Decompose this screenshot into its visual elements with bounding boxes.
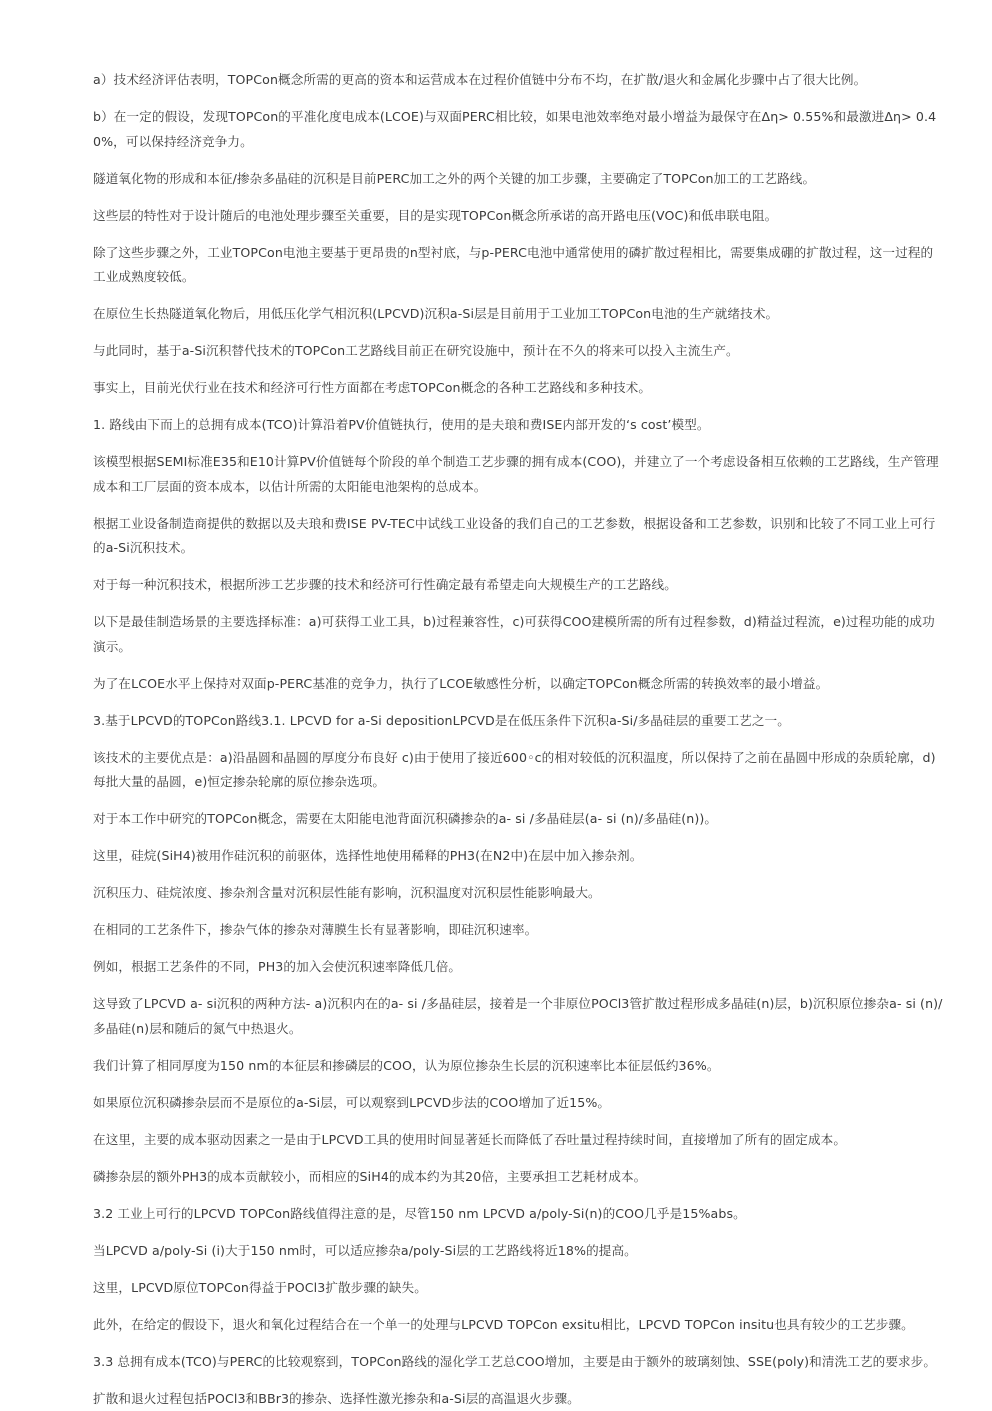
paragraph-n-type-substrate: 除了这些步骤之外，工业TOPCon电池主要基于更昂贵的n型衬底，与p-PERC电池中通常使用的磷扩散过程相比，需要集成硼的扩散过程，这一过程的工业成熟度较低。	[93, 241, 944, 290]
paragraph-ph3-rate: 例如，根据工艺条件的不同，PH3的加入会使沉积速率降低几倍。	[93, 955, 944, 980]
paragraph-alternative-routes: 与此同时，基于a-Si沉积替代技术的TOPCon工艺路线目前正在研究设施中，预计在不久的将来可以投入主流生产。	[93, 339, 944, 364]
paragraph-tunnel-oxide: 隧道氧化物的形成和本征/掺杂多晶硅的沉积是目前PERC加工之外的两个关键的加工步骤，主要确定了TOPCon加工的工艺路线。	[93, 167, 944, 192]
paragraph-section-3-lpcvd: 3.基于LPCVD的TOPCon路线3.1. LPCVD for a-Si depositionLPCVD是在低压条件下沉积a-Si/多晶硅层的重要工艺之一。	[93, 709, 944, 734]
paragraph-a-techno-economic: a）技术经济评估表明，TOPCon概念所需的更高的资本和运营成本在过程价值链中分布不均，在扩散/退火和金属化步骤中占了很大比例。	[93, 68, 944, 93]
paragraph-lpcvd-150nm: 当LPCVD a/poly-Si (i)大于150 nm时，可以适应掺杂a/poly-Si层的工艺路线将近18%的提高。	[93, 1239, 944, 1264]
paragraph-insitu-steps: 此外，在给定的假设下，退火和氧化过程结合在一个单一的处理与LPCVD TOPCon exsitu相比，LPCVD TOPCon insitu也具有较少的工艺步骤。	[93, 1313, 944, 1338]
paragraph-semi-model: 该模型根据SEMI标准E35和E10计算PV价值链每个阶段的单个制造工艺步骤的拥有成本(COO)，并建立了一个考虑设备相互依赖的工艺路线，生产管理成本和工厂层面的资本成本，以估计所需的太阳能电池架构的总成本。	[93, 450, 944, 499]
paragraph-deposition-parameters: 沉积压力、硅烷浓度、掺杂剂含量对沉积层性能有影响，沉积温度对沉积层性能影响最大。	[93, 881, 944, 906]
paragraph-coo-increase: 如果原位沉积磷掺杂层而不是原位的a-Si层，可以观察到LPCVD步法的COO增加了近15%。	[93, 1091, 944, 1116]
paragraph-lcoe-sensitivity: 为了在LCOE水平上保持对双面p-PERC基准的竞争力，执行了LCOE敏感性分析，以确定TOPCon概念所需的转换效率的最小增益。	[93, 672, 944, 697]
paragraph-lpcvd-advantages: 该技术的主要优点是：a)沿晶圆和晶圆的厚度分布良好 c)由于使用了接近600◦c的相对较低的沉积温度，所以保持了之前在晶圆中形成的杂质轮廓，d)每批大量的晶圆，e)恒定掺杂轮廓的原位掺杂选项。	[93, 746, 944, 795]
paragraph-cost-driver: 在这里，主要的成本驱动因素之一是由于LPCVD工具的使用时间显著延长而降低了吞吐量过程持续时间，直接增加了所有的固定成本。	[93, 1128, 944, 1153]
paragraph-diffusion-anneal: 扩散和退火过程包括POCl3和BBr3的掺杂、选择性激光掺杂和a-Si层的高温退火步骤。	[93, 1387, 944, 1411]
paragraph-lpcvd-production: 在原位生长热隧道氧化物后，用低压化学气相沉积(LPCVD)沉积a-Si层是目前用于工业加工TOPCon电池的生产就绪技术。	[93, 302, 944, 327]
paragraph-rear-deposition: 对于本工作中研究的TOPCon概念，需要在太阳能电池背面沉积磷掺杂的a- si /多晶硅层(a- si (n)/多晶硅(n))。	[93, 807, 944, 832]
paragraph-two-methods: 这导致了LPCVD a- si沉积的两种方法- a)沉积内在的a- si /多晶硅层，接着是一个非原位POCl3管扩散过程形成多晶硅(n)层，b)沉积原位掺杂a- si (n)/多晶硅(n)层和随后的氮气中热退火。	[93, 992, 944, 1041]
paragraph-deposition-route: 对于每一种沉积技术，根据所涉工艺步骤的技术和经济可行性确定最有希望走向大规模生产的工艺路线。	[93, 573, 944, 598]
paragraph-layer-properties: 这些层的特性对于设计随后的电池处理步骤至关重要，目的是实现TOPCon概念所承诺的高开路电压(VOC)和低串联电阻。	[93, 204, 944, 229]
paragraph-selection-criteria: 以下是最佳制造场景的主要选择标准：a)可获得工业工具，b)过程兼容性，c)可获得COO建模所需的所有过程参数，d)精益过程流，e)过程功能的成功演示。	[93, 610, 944, 659]
paragraph-doping-gas: 在相同的工艺条件下，掺杂气体的掺杂对薄膜生长有显著影响，即硅沉积速率。	[93, 918, 944, 943]
paragraph-section-3-2: 3.2 工业上可行的LPCVD TOPCon路线值得注意的是，尽管150 nm LPCVD a/poly-Si(n)的COO几乎是15%abs。	[93, 1202, 944, 1227]
paragraph-b-lcoe: b）在一定的假设，发现TOPCon的平准化度电成本(LCOE)与双面PERC相比较，如果电池效率绝对最小增益为最保守在Δη> 0.55%和最激进Δη> 0.40%，可以保持经济竞争力。	[93, 105, 944, 154]
paragraph-equipment-data: 根据工业设备制造商提供的数据以及夫琅和费ISE PV-TEC中试线工业设备的我们自己的工艺参数，根据设备和工艺参数，识别和比较了不同工业上可行的a-Si沉积技术。	[93, 512, 944, 561]
paragraph-section-1-tco: 1. 路线由下而上的总拥有成本(TCO)计算沿着PV价值链执行，使用的是夫琅和费ISE内部开发的‘s cost’模型。	[93, 413, 944, 438]
paragraph-pocl3-absence: 这里，LPCVD原位TOPCon得益于POCl3扩散步骤的缺失。	[93, 1276, 944, 1301]
paragraph-pv-industry: 事实上，目前光伏行业在技术和经济可行性方面都在考虑TOPCon概念的各种工艺路线和多种技术。	[93, 376, 944, 401]
paragraph-coo-150nm: 我们计算了相同厚度为150 nm的本征层和掺磷层的COO，认为原位掺杂生长层的沉积速率比本征层低约36%。	[93, 1054, 944, 1079]
paragraph-silane-precursor: 这里，硅烷(SiH4)被用作硅沉积的前驱体，选择性地使用稀释的PH3(在N2中)在层中加入掺杂剂。	[93, 844, 944, 869]
paragraph-ph3-cost: 磷掺杂层的额外PH3的成本贡献较小，而相应的SiH4的成本约为其20倍，主要承担工艺耗材成本。	[93, 1165, 944, 1190]
paragraph-section-3-3: 3.3 总拥有成本(TCO)与PERC的比较观察到，TOPCon路线的湿化学工艺总COO增加，主要是由于额外的玻璃刻蚀、SSE(poly)和清洗工艺的要求步。	[93, 1350, 944, 1375]
